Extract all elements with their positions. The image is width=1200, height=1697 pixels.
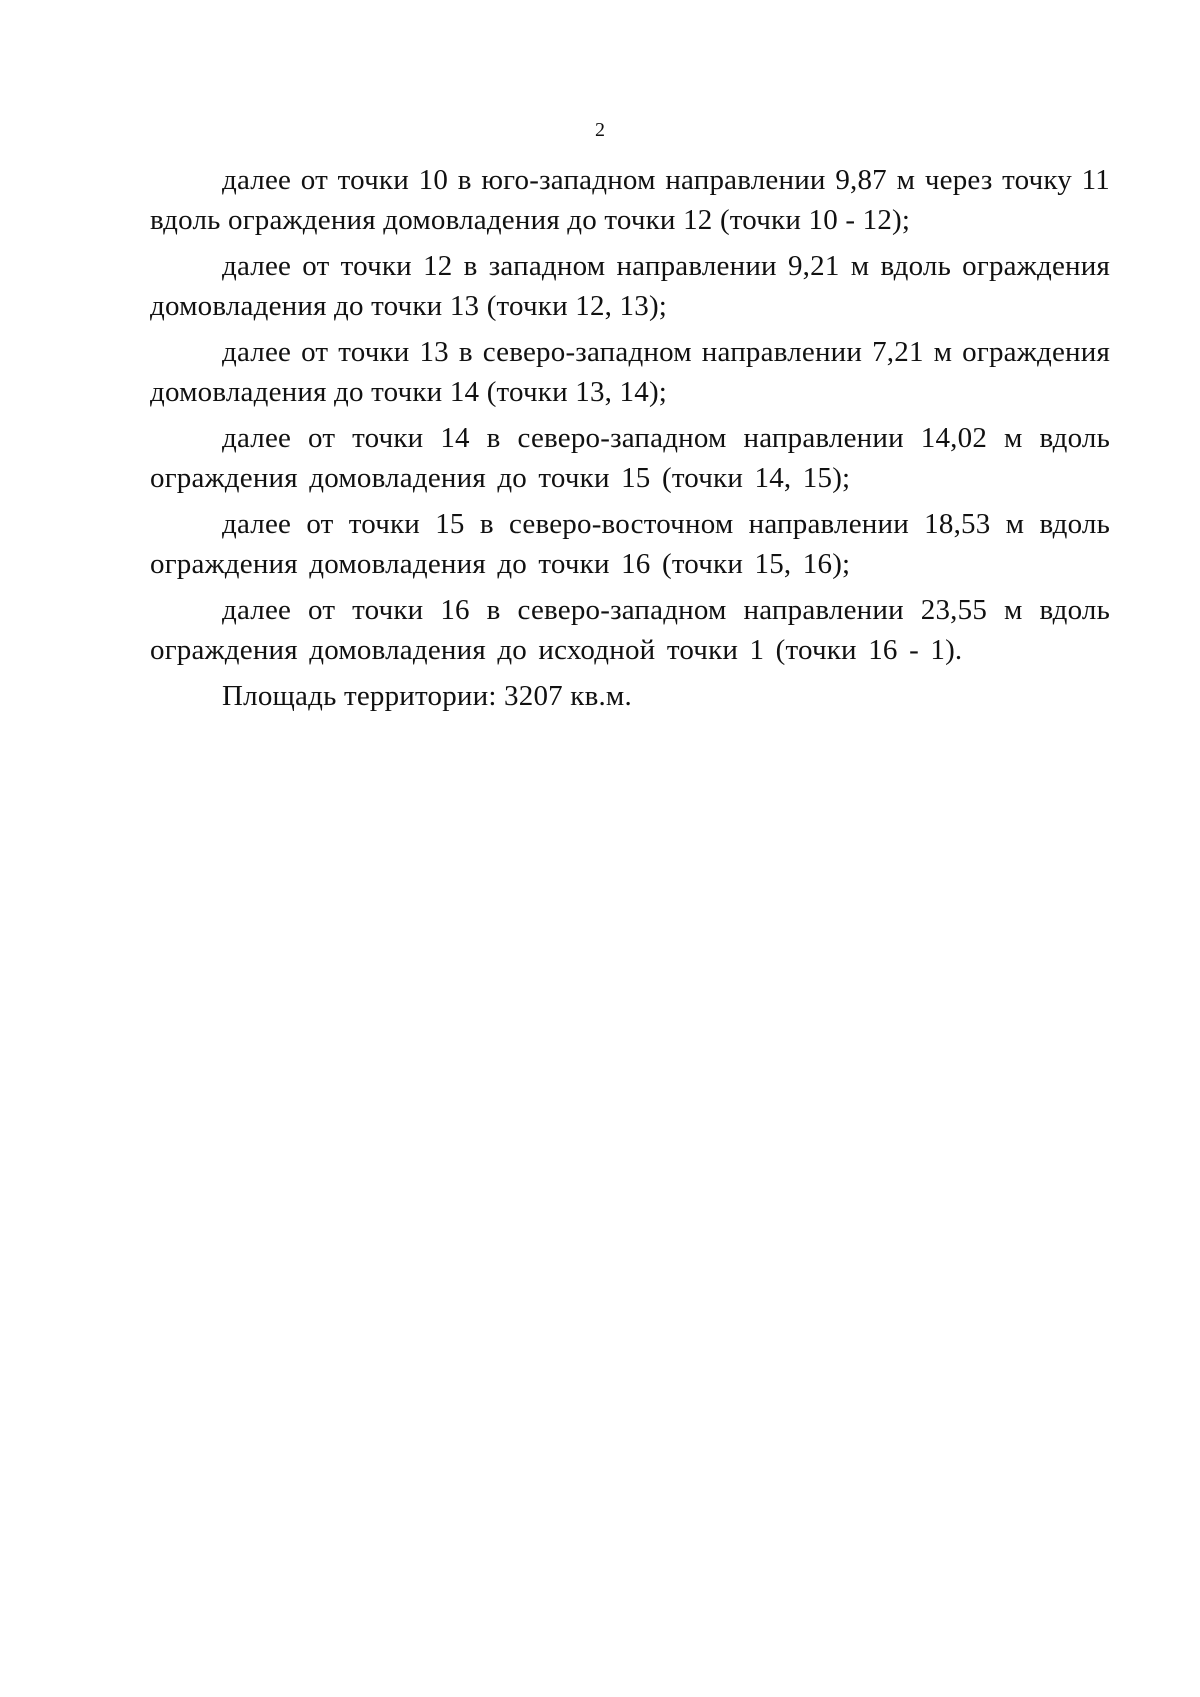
paragraph-boundary-15-16: далее от точки 15 в северо-восточном направлении 18,53 м вдоль ограждения домовладения до точки 16 (точки 15, 16); [150,508,1110,580]
paragraph-boundary-14-15: далее от точки 14 в северо-западном направлении 14,02 м вдоль ограждения домовладения до точки 15 (точки 14, 15); [150,422,1110,494]
page-number: 2 [595,119,605,141]
paragraph-boundary-12-13: далее от точки 12 в западном направлении 9,21 м вдоль ограждения домовладения до точки 13 (точки 12, 13); [150,250,1110,322]
paragraph-boundary-16-1: далее от точки 16 в северо-западном направлении 23,55 м вдоль ограждения домовладения до исходной точки 1 (точки 16 - 1). [150,594,1110,666]
paragraph-territory-area: Площадь территории: 3207 кв.м. [222,680,632,712]
document-body [150,160,1110,722]
paragraph-boundary-10-12: далее от точки 10 в юго-западном направлении 9,87 м через точку 11 вдоль ограждения домовладения до точки 12 (точки 10 - 12); [150,164,1110,236]
paragraph-boundary-13-14: далее от точки 13 в северо-западном направлении 7,21 м ограждения домовладения до точки 14 (точки 13, 14); [150,336,1110,408]
